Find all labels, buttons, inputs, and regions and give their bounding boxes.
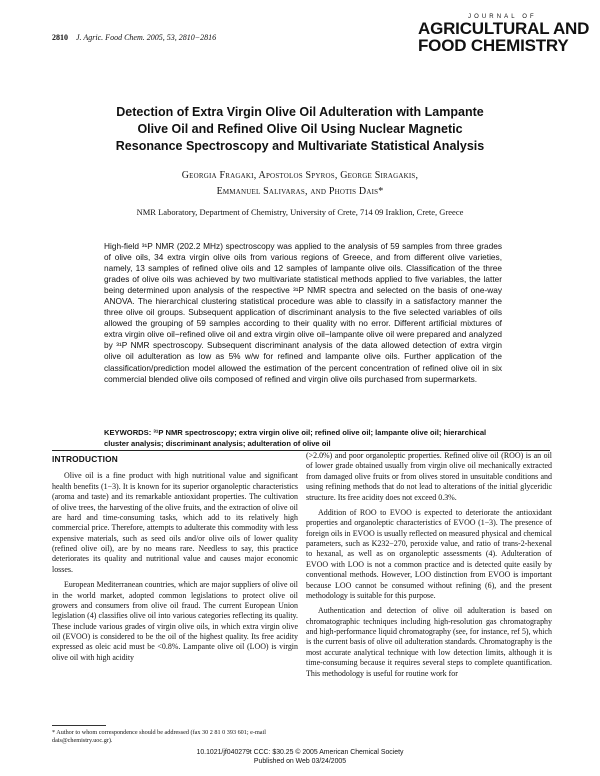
paragraph: Addition of ROO to EVOO is expected to deteriorate the antioxidant properties and organoleptic characteristics of EVOO (1−3). The presence of foreign oils in EVOO is usually reflected on measured physical and chemical parameters, such as K232−270, peroxide value, and ratio of trans-2-hexenal to hexanal, as well as on organoleptic assessments (4). Adulteration of EVOO with LOO is not a common practice and is detected quite easily by conventional methods. However, LOO distinction from EVOO is important because LOO cannot be consumed without refining (6), and the present methodology is suitable for this purpose.	[306, 507, 552, 600]
body-column-left	[52, 451, 298, 663]
doi-line: 10.1021/jf040279t CCC: $30.25 © 2005 American Chemical Society	[196, 749, 404, 756]
journal-logo-bottom: FOOD CHEMISTRY	[418, 36, 569, 55]
journal-logo	[418, 14, 590, 55]
author-list	[60, 168, 540, 200]
published-line: Published on Web 03/24/2005	[253, 757, 347, 765]
body-column-right	[306, 451, 552, 679]
title-line: Resonance Spectroscopy and Multivariate Statistical Analysis	[115, 139, 485, 153]
correspondence-footnote: * Author to whom correspondence should be addressed (fax 30 2 81 0 393 601; e-mail dais@chemistry.uoc.gr).	[52, 729, 266, 745]
authors-line: Georgia Fragaki, Apostolos Spyros, George Siragakis,	[181, 170, 419, 181]
title-line: Olive Oil and Refined Olive Oil Using Nuclear Magnetic	[137, 122, 463, 136]
paragraph: (>2.0%) and poor organoleptic properties. Refined olive oil (ROO) is an oil of lower grade obtained usually from virgin olive oil mechanically extracted from damaged olive fruits or from olives stored in unsuitable conditions and using refining methods that do not lead to alterations of the initial glyceridic structure. Its free acidity does not exceed 0.3%.	[306, 451, 552, 502]
authors-line: Emmanuel Salivaras, and Photis Dais*	[216, 186, 384, 197]
article-title	[60, 104, 540, 155]
paragraph: Olive oil is a fine product with high nutritional value and significant health benefits (1−3). It is known for its superior organoleptic characteristics (aroma and taste) and its remarkable antioxidant properties. The cultivation of olive trees, the harvesting of the olive fruits, and the extraction of olive oil are hard and time-consuming tasks, which add to its relatively high commercial price. Therefore, attempts to adulterate this commodity with less expensive materials, such as seed oils and/or olive oils of lower quality (refined olive oil), are by no means rare. Needless to say, this practice deteriorates its quality and nutritional value and causes major economic losses.	[52, 471, 298, 574]
journal-logo-top: JOURNAL OF	[468, 14, 537, 20]
journal-logo-middle: AGRICULTURAL AND	[418, 19, 590, 38]
footnote-divider	[52, 725, 106, 726]
abstract: High-field ³¹P NMR (202.2 MHz) spectroscopy was applied to the analysis of 59 samples from three grades of olive oils, 34 extra virgin olive oils from various regions of Greece, and from different olive varieties, namely, 13 samples of refined olive oils and 12 samples of lampante olive oils. Classification of the three grades of olive oils was achieved by two multivariate statistical methods applied to five variables, the latter being determined upon analysis of the respective ³¹P NMR spectra and selected on the basis of one-way ANOVA. The hierarchical clustering statistical procedure was able to classify in a satisfactory manner the three olive oil groups. Subsequent application of discriminant analysis to the five selected variables of oils allowed the grouping of 59 samples according to their quality with no error. Different artificial mixtures of extra virgin olive oil−refined olive oil and extra virgin olive oil−lampante olive oil were prepared and analyzed by ³¹P NMR spectroscopy. Subsequent discriminant analysis of the data allowed detection of extra virgin olive oil adulteration as low as 5% w/w for refined and lampante olive oils. Further application of the classification/prediction model allowed the estimation of the percent concentration of refined olive oil in six commercial blended olive oils composed of refined and virgin olive oils purchased from supermarkets.	[104, 241, 502, 384]
title-line: Detection of Extra Virgin Olive Oil Adulteration with Lampante	[116, 105, 484, 119]
paragraph: European Mediterranean countries, which are major suppliers of olive oil in the world market, adopted common legislations to protect olive oil growers and consumers from olive oil fraud. The current European Union legislation (4) classifies olive oil into various categories reflecting its quality. These include various grades of virgin olive oils, in which extra virgin olive oil (EVOO) is considered to be the oil of the highest quality. Its free acidity expressed as oleic acid must be <0.8%. Lampante olive oil (LOO) is virgin olive oil with high acidity	[52, 580, 298, 662]
section-heading-introduction: INTRODUCTION	[52, 454, 119, 464]
paragraph: Authentication and detection of olive oil adulteration is based on chromatographic techniques including high-resolution gas chromatography and high-performance liquid chromatography (see, for instance, ref 5), which is the current basis of olive oil adulteration standards. Chromatography is the most accurate analytical technique with low detection limits, although it is time-consuming because it requires several steps to complete quantification. This methodology is useful for routine work for	[306, 606, 552, 678]
page-number: 2810	[52, 33, 68, 42]
page-footer	[0, 749, 600, 766]
keywords: KEYWORDS: ³¹P NMR spectroscopy; extra virgin olive oil; refined olive oil; lampante olive oil; hierarchical cluster analysis; discriminant analysis; adulteration of olive oil	[104, 428, 487, 448]
affiliation: NMR Laboratory, Department of Chemistry, University of Crete, 714 09 Iraklion, Crete, Greece	[136, 207, 464, 217]
journal-citation: J. Agric. Food Chem. 2005, 53, 2810−2816	[76, 33, 217, 42]
running-header	[52, 33, 216, 42]
